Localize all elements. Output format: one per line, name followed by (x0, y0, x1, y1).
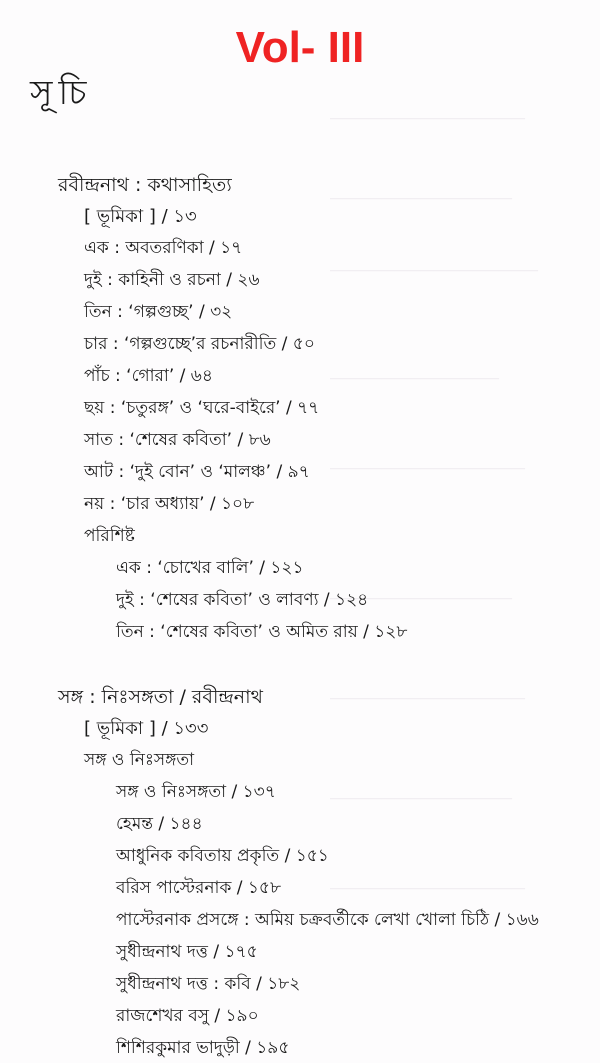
toc-entry: সাত : ‘শেষের কবিতা’ / ৮৬ (84, 430, 271, 450)
toc-entry: আট : ‘দুই বোন’ ও ‘মালঞ্চ’ / ৯৭ (84, 462, 310, 482)
show-through-text: ―――――――――――――― (330, 590, 512, 605)
toc-entry: নয় : ‘চার অধ্যায়’ / ১০৮ (84, 494, 255, 514)
toc-entry: ছয় : ‘চতুরঙ্গ’ ও ‘ঘরে-বাইরে’ / ৭৭ (84, 398, 320, 418)
appendix-title: পরিশিষ্ট (84, 526, 135, 546)
toc-entry-preface: [ ভূমিকা ] / ১৩ (84, 206, 197, 227)
toc-entry-preface: [ ভূমিকা ] / ১৩৩ (84, 718, 209, 739)
show-through-text: ――――――――――――― (330, 370, 499, 385)
toc-entry: পাস্টেরনাক প্রসঙ্গে : অমিয় চক্রবর্তীকে লেখা খোলা চিঠি / ১৬৬ (116, 910, 539, 930)
volume-label: Vol- III (235, 23, 365, 72)
show-through-text: ――――――――――――――― (330, 460, 525, 475)
show-through-text: ――――――――――――――― (330, 110, 525, 125)
toc-entry: হেমন্ত / ১৪৪ (116, 814, 203, 834)
toc-entry: পাঁচ : ‘গোরা’ / ৬৪ (84, 366, 213, 386)
show-through-text: ――――――――――――――― (330, 690, 525, 705)
toc-entry: রাজশেখর বসু / ১৯০ (116, 1006, 259, 1026)
toc-entry: শিশিরকুমার ভাদুড়ী / ১৯৫ (116, 1038, 290, 1058)
show-through-text: ―――――――――――――― (330, 790, 512, 805)
toc-entry: দুই : কাহিনী ও রচনা / ২৬ (84, 270, 260, 290)
show-through-text: ―――――――――――――――― (330, 262, 538, 277)
show-through-text: ―――――――――――――― (330, 190, 512, 205)
show-through-text: ――――――――――――――― (330, 880, 525, 895)
toc-entry: বরিস পাস্টেরনাক / ১৫৮ (116, 878, 281, 898)
contents-heading: সূচি (30, 73, 93, 113)
toc-entry: এক : অবতরণিকা / ১৭ (84, 238, 243, 258)
toc-entry: সঙ্গ ও নিঃসঙ্গতা / ১৩৭ (116, 782, 276, 802)
toc-entry-appendix: তিন : ‘শেষের কবিতা’ ও অমিত রায় / ১২৮ (116, 622, 408, 642)
toc-entry-appendix: দুই : ‘শেষের কবিতা’ ও লাবণ্য / ১২৪ (116, 590, 369, 610)
toc-entry: সুধীন্দ্রনাথ দত্ত : কবি / ১৮২ (116, 974, 301, 994)
subsection-title: সঙ্গ ও নিঃসঙ্গতা (84, 750, 195, 770)
section-title: সঙ্গ : নিঃসঙ্গতা / রবীন্দ্রনাথ (58, 686, 263, 708)
toc-entry: চার : ‘গল্পগুচ্ছে’র রচনারীতি / ৫০ (84, 334, 315, 354)
toc-entry: আধুনিক কবিতায় প্রকৃতি / ১৫১ (116, 846, 329, 866)
toc-entry: তিন : ‘গল্পগুচ্ছ’ / ৩২ (84, 302, 233, 322)
toc-entry-appendix: এক : ‘চোখের বালি’ / ১২১ (116, 558, 304, 578)
section-title: রবীন্দ্রনাথ : কথাসাহিত্য (58, 174, 232, 196)
toc-entry: সুধীন্দ্রনাথ দত্ত / ১৭৫ (116, 942, 258, 962)
